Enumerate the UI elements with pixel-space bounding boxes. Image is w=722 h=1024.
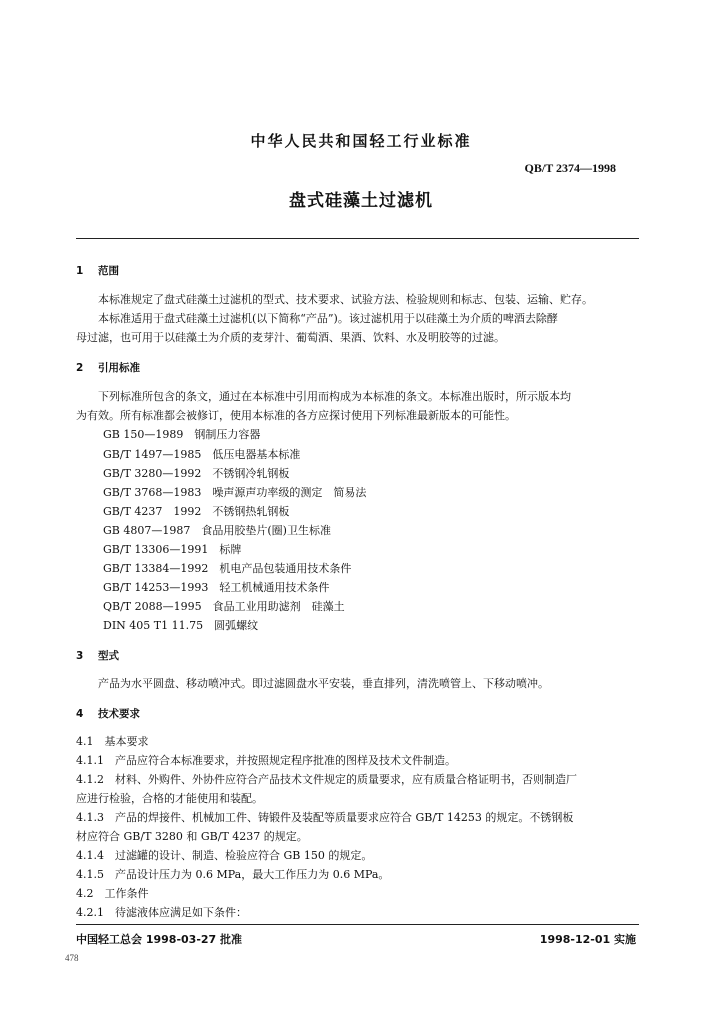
section-title: 引用标准 [98,362,140,374]
reference-standard: GB/T 14253—1993 轻工机械通用技术条件 [103,581,330,594]
section-2-paragraph-line-1: 下列标准所包含的条文，通过在本标准中引用而构成为本标准的条文。本标准出版时，所示版本均 [98,390,571,403]
section-number: 4 [76,708,84,720]
section-number: 2 [76,362,84,374]
section-title: 技术要求 [98,708,140,720]
section-3-paragraph: 产品为水平圆盘、移动喷冲式。即过滤圆盘水平安装，垂直排列，清洗喷管上、下移动喷冲。 [98,677,549,690]
reference-standard: GB 150—1989 钢制压力容器 [103,428,261,441]
clause-line: 4.1.2 材料、外购件、外协件应符合产品技术文件规定的质量要求，应有质量合格证明书，否则制造厂 [76,773,577,786]
section-2-paragraph-line-2: 为有效。所有标准都会被修订，使用本标准的各方应探讨使用下列标准最新版本的可能性。 [76,409,516,422]
section-4-heading [76,706,140,721]
footer-divider [76,924,639,925]
implementation-date: 1998-12-01 实施 [539,933,636,946]
section-number: 1 [76,265,84,277]
section-1-heading [76,263,119,278]
page-number: 478 [65,953,79,963]
section-1-paragraph-1: 本标准规定了盘式硅藻土过滤机的型式、技术要求、试验方法、检验规则和标志、包装、运输、贮存。 [98,293,593,306]
reference-standard: DIN 405 T1 11.75 圆弧螺纹 [103,619,259,632]
clause-line: 应进行检验，合格的才能使用和装配。 [76,792,263,805]
reference-standard: GB/T 13384—1992 机电产品包装通用技术条件 [103,562,352,575]
clause-line: 4.1.4 过滤罐的设计、制造、检验应符合 GB 150 的规定。 [76,849,373,862]
section-title: 型式 [98,650,119,662]
reference-standard: GB 4807—1987 食品用胶垫片(圈)卫生标准 [103,524,331,537]
section-number: 3 [76,650,84,662]
reference-standard: GB/T 4237 1992 不锈钢热轧钢板 [103,505,290,518]
approval-line: 中国轻工总会 1998-03-27 批准 [76,933,243,946]
section-1-paragraph-2-line-2: 母过滤，也可用于以硅藻土为介质的麦芽汁、葡萄酒、果酒、饮料、水及明胶等的过滤。 [76,331,505,344]
section-1-paragraph-2-line-1: 本标准适用于盘式硅藻土过滤机(以下简称“产品”)。该过滤机用于以硅藻土为介质的啤酒去除酵 [98,312,558,325]
section-title: 范围 [98,265,119,277]
clause-line: 4.1.3 产品的焊接件、机械加工件、铸锻件及装配等质量要求应符合 GB/T 14253 的规定。不锈钢板 [76,811,574,824]
section-2-heading [76,360,140,375]
clause-line: 4.1 基本要求 [76,735,149,748]
document-title: 盘式硅藻土过滤机 [289,191,433,211]
reference-standard: QB/T 2088—1995 食品工业用助滤剂 硅藻土 [103,600,345,613]
issuing-body-heading: 中华人民共和国轻工行业标准 [250,132,472,150]
clause-line: 4.1.1 产品应符合本标准要求，并按照规定程序批准的图样及技术文件制造。 [76,754,456,767]
reference-standard: GB/T 3768—1983 噪声源声功率级的测定 简易法 [103,486,367,499]
clause-line: 4.2 工作条件 [76,887,149,900]
reference-standard: GB/T 13306—1991 标牌 [103,543,242,556]
title-divider [76,238,639,239]
section-3-heading [76,648,119,663]
reference-standard: GB/T 1497—1985 低压电器基本标准 [103,448,301,461]
standard-code: QB/T 2374—1998 [524,161,616,175]
reference-standard: GB/T 3280—1992 不锈钢冷轧钢板 [103,467,290,480]
clause-line: 4.2.1 待滤液体应满足如下条件： [76,906,247,919]
clause-line: 4.1.5 产品设计压力为 0.6 MPa，最大工作压力为 0.6 MPa。 [76,868,390,881]
clause-line: 材应符合 GB/T 3280 和 GB/T 4237 的规定。 [76,830,308,843]
